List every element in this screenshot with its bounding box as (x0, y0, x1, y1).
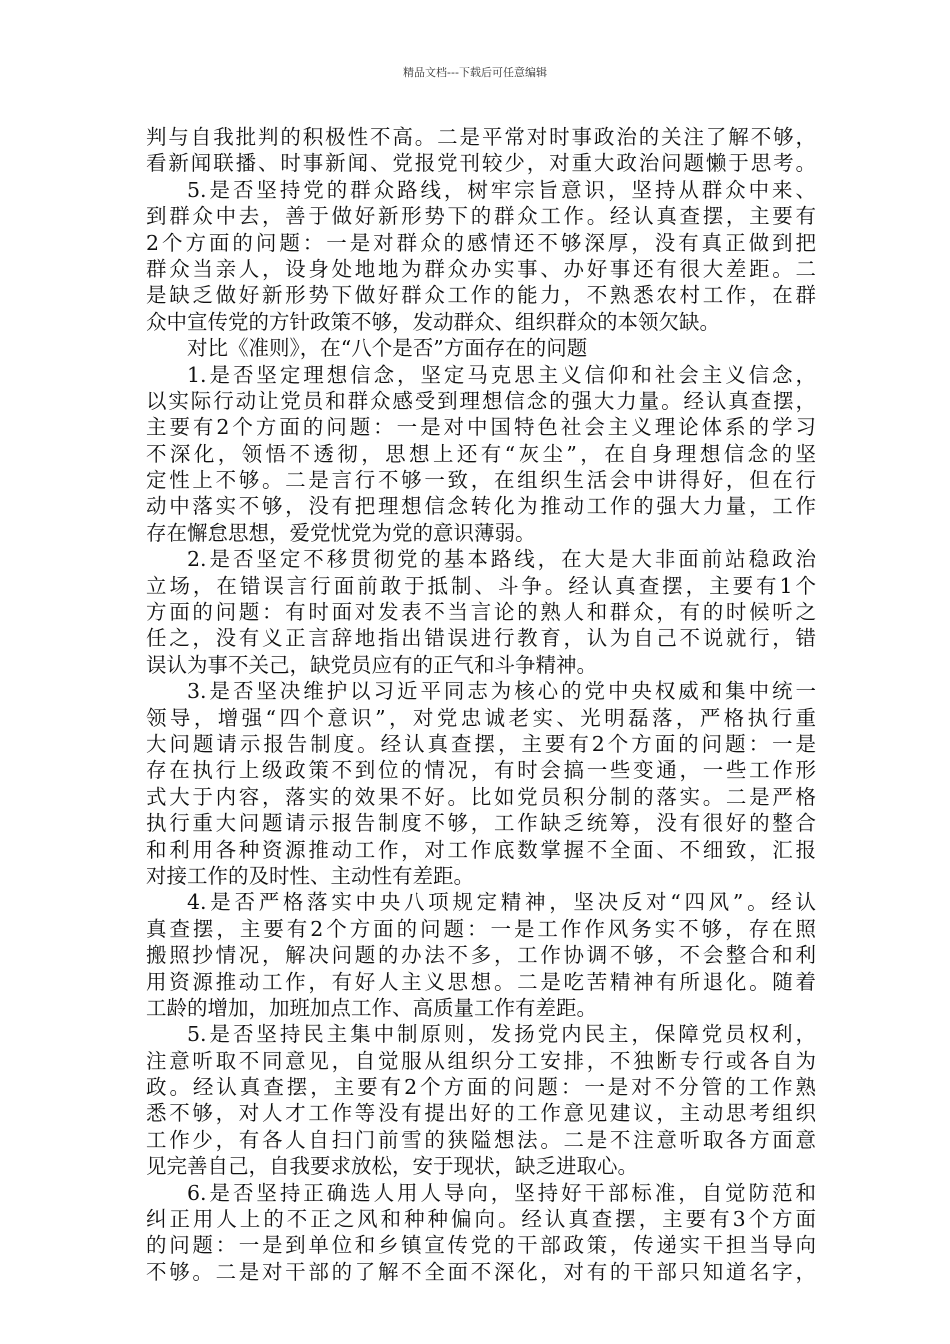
text-line: 工龄的增加，加班加点工作、高质量工作有差距。 (146, 995, 597, 1020)
text-line: 1.是否坚定理想信念，坚定马克思主义信仰和社会主义信念， (187, 362, 816, 387)
text-line: 用资源推动工作，有好人主义思想。二是吃苦精神有所退化。随着 (146, 969, 816, 994)
text-line: 看新闻联播、时事新闻、党报党刊较少，对重大政治问题懒于思考。 (146, 151, 816, 176)
text-line: 2.是否坚定不移贯彻党的基本路线，在大是大非面前站稳政治 (187, 547, 816, 572)
text-line: 3.是否坚决维护以习近平同志为核心的党中央权威和集中统一 (187, 679, 816, 704)
text-line: 真查摆，主要有2个方面的问题：一是工作作风务实不够，存在照 (146, 916, 816, 941)
text-line: 纠正用人上的不正之风和种种偏向。经认真查摆，主要有3个方面 (146, 1207, 816, 1232)
text-line: 立场，在错误言行面前敢于抵制、斗争。经认真查摆，主要有1个 (146, 573, 816, 598)
text-line: 的问题：一是到单位和乡镇宣传党的干部政策，传递实干担当导向 (146, 1233, 816, 1258)
text-line: 大问题请示报告制度。经认真查摆，主要有2个方面的问题：一是 (146, 731, 816, 756)
text-line: 注意听取不同意见，自觉服从组织分工安排，不独断专行或各自为 (146, 1048, 816, 1073)
text-line: 和利用各种资源推动工作，对工作底数掌握不全面、不细致，汇报 (146, 837, 816, 862)
page-header: 精品文档---下载后可任意编辑 (403, 66, 547, 79)
text-line: 5.是否坚持民主集中制原则，发扬党内民主，保障党员权利， (187, 1022, 816, 1047)
text-line: 方面的问题：有时面对发表不当言论的熟人和群众，有的时候听之 (146, 600, 816, 625)
text-line: 对接工作的及时性、主动性有差距。 (146, 863, 474, 888)
document-body (146, 124, 816, 1285)
text-line: 对比《准则》，在“八个是否”方面存在的问题 (187, 336, 588, 361)
text-line: 执行重大问题请示报告制度不够，工作缺乏统筹，没有很好的整合 (146, 811, 816, 836)
text-line: 不够。二是对干部的了解不全面不深化，对有的干部只知道名字， (146, 1259, 816, 1284)
text-line: 群众当亲人，设身处地地为群众办实事、办好事还有很大差距。二 (146, 256, 816, 281)
text-line: 误认为事不关己，缺党员应有的正气和斗争精神。 (146, 652, 597, 677)
text-line: 存在懈怠思想，爱党忧党为党的意识薄弱。 (146, 520, 536, 545)
text-line: 搬照抄情况，解决问题的办法不多，工作协调不够，不会整合和利 (146, 943, 816, 968)
text-line: 式大于内容，落实的效果不好。比如党员积分制的落实。二是严格 (146, 784, 816, 809)
text-line: 主要有2个方面的问题：一是对中国特色社会主义理论体系的学习 (146, 415, 816, 440)
text-line: 不深化，领悟不透彻，思想上还有“灰尘”，在自身理想信念的坚 (146, 441, 816, 466)
text-line: 6.是否坚持正确选人用人导向，坚持好干部标准，自觉防范和 (187, 1180, 816, 1205)
text-line: 悉不够，对人才工作等没有提出好的工作意见建议，主动思考组织 (146, 1101, 816, 1126)
text-line: 4.是否严格落实中央八项规定精神，坚决反对“四风”。经认 (187, 890, 816, 915)
text-line: 见完善自己，自我要求放松，安于现状，缺乏进取心。 (146, 1154, 638, 1179)
text-line: 动中落实不够，没有把理想信念转化为推动工作的强大力量，工作 (146, 494, 816, 519)
text-line: 政。经认真查摆，主要有2个方面的问题：一是对不分管的工作熟 (146, 1075, 816, 1100)
text-line: 到群众中去，善于做好新形势下的群众工作。经认真查摆，主要有 (146, 204, 816, 229)
text-line: 2个方面的问题：一是对群众的感情还不够深厚，没有真正做到把 (146, 230, 816, 255)
text-line: 存在执行上级政策不到位的情况，有时会搞一些变通，一些工作形 (146, 758, 816, 783)
text-line: 工作少，有各人自扫门前雪的狭隘想法。二是不注意听取各方面意 (146, 1127, 816, 1152)
text-line: 任之，没有义正言辞地指出错误进行教育，认为自己不说就行，错 (146, 626, 816, 651)
text-line: 定性上不够。二是言行不够一致，在组织生活会中讲得好，但在行 (146, 468, 816, 493)
text-line: 众中宣传党的方针政策不够，发动群众、组织群众的本领欠缺。 (146, 309, 720, 334)
text-line: 5.是否坚持党的群众路线，树牢宗旨意识，坚持从群众中来、 (187, 177, 816, 202)
text-line: 是缺乏做好新形势下做好群众工作的能力，不熟悉农村工作，在群 (146, 283, 816, 308)
text-line: 领导，增强“四个意识”，对党忠诚老实、光明磊落，严格执行重 (146, 705, 816, 730)
text-line: 判与自我批判的积极性不高。二是平常对时事政治的关注了解不够， (146, 125, 816, 149)
text-line: 以实际行动让党员和群众感受到理想信念的强大力量。经认真查摆， (146, 388, 816, 413)
